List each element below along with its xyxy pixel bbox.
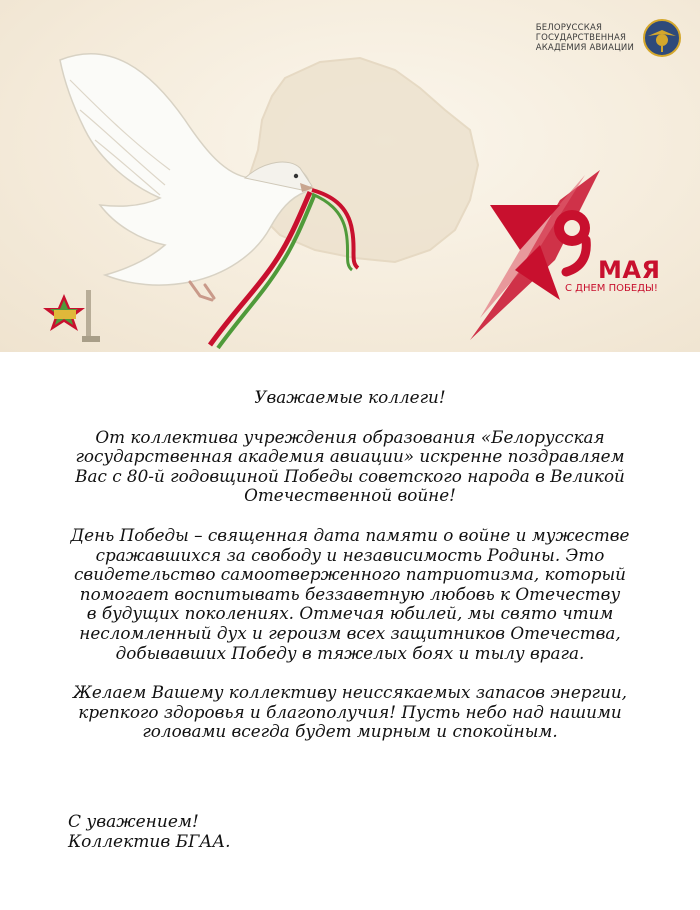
- paragraph-line: несломленный дух и героизм всех защитников Отечества,: [79, 622, 621, 643]
- signature: [68, 812, 231, 852]
- paragraph-3: [0, 683, 700, 742]
- paragraph-line: добывавших Победу в тяжелых боях и тылу врага.: [115, 642, 585, 663]
- academy-name-line-1: БЕЛОРУССКАЯ: [535, 23, 603, 33]
- anniversary-badge-icon: [43, 290, 100, 342]
- paragraph-line: государственная академия авиации» искренне поздравляем: [75, 446, 625, 467]
- paragraph-line: Вас с 80-й годовщиной Победы советского народа в Великой: [75, 465, 625, 486]
- paragraph-line: сражавшихся за свободу и независимость Родины. Это: [95, 544, 605, 565]
- academy-emblem-icon: [642, 18, 682, 58]
- paragraph-line: в будущих поколениях. Отмечая юбилей, мы свято чтим: [86, 603, 614, 624]
- paragraph-2: [0, 526, 700, 663]
- paragraph-line: День Победы – священная дата памяти о войне и мужестве: [70, 524, 630, 545]
- paragraph-1: [0, 428, 700, 506]
- academy-name: [536, 23, 634, 53]
- academy-name-line-3: АКАДЕМИЯ АВИАЦИИ: [535, 43, 634, 53]
- belarus-map-outline: [248, 58, 478, 262]
- paragraph-line: Желаем Вашему коллективу неиссякаемых запасов энергии,: [73, 682, 627, 703]
- academy-name-line-2: ГОСУДАРСТВЕННАЯ: [535, 33, 627, 43]
- victory-star-emblem: [470, 170, 600, 340]
- paragraph-line: свидетельство самоотверженного патриотизма, который: [74, 564, 626, 585]
- academy-logo: [536, 18, 682, 58]
- greeting: Уважаемые коллеги!: [254, 387, 446, 407]
- paragraph-line: головами всегда будет мирным и спокойным.: [142, 721, 558, 742]
- victory-day-text: С ДНЕМ ПОБЕДЫ!: [565, 283, 658, 294]
- header-banner: [0, 0, 700, 352]
- may-word: МАЯ: [598, 256, 661, 284]
- paragraph-line: помогает воспитывать беззаветную любовь к Отечеству: [79, 583, 621, 604]
- paragraph-line: крепкого здоровья и благополучия! Пусть небо над нашими: [78, 701, 622, 722]
- signature-closing: С уважением!: [68, 812, 199, 832]
- paragraph-line: От коллектива учреждения образования «Белорусская: [95, 426, 605, 447]
- letter-body: [0, 388, 700, 762]
- paragraph-line: Отечественной войне!: [244, 485, 456, 506]
- signature-author: Коллектив БГАА.: [68, 832, 231, 852]
